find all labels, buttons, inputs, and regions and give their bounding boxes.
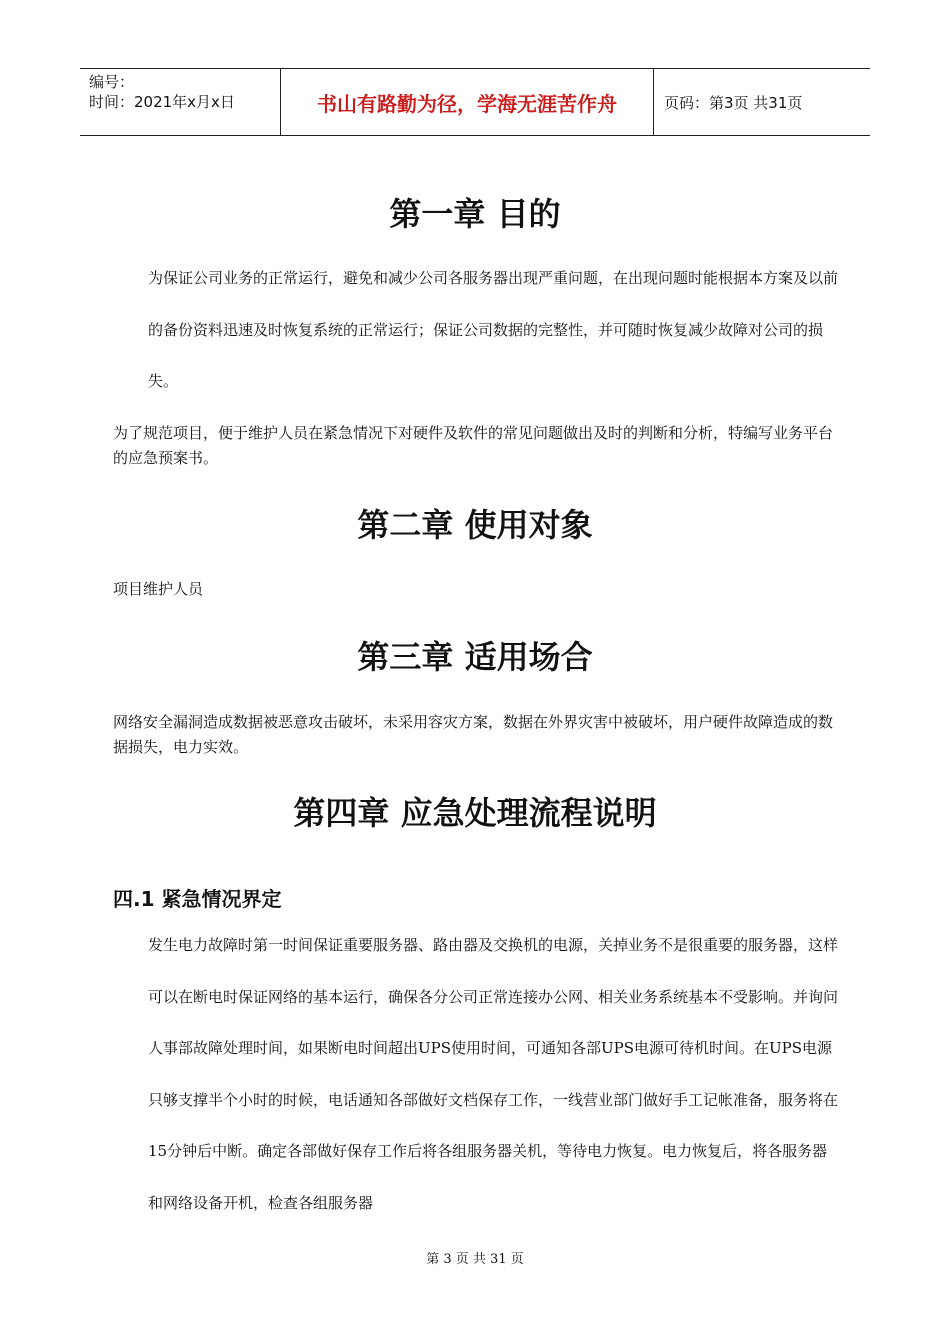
date-label: 时间：2021年x月x日 [89, 93, 235, 111]
chapter-1-paragraph-2: 为了规范项目，便于维护人员在紧急情况下对硬件及软件的常见问题做出及时的判断和分析，特编写业务平台的应急预案书。 [113, 424, 834, 467]
chapter-3-paragraph: 网络安全漏洞造成数据被恶意攻击破坏，未采用容灾方案，数据在外界灾害中被破坏，用户硬件故障造成的数据损失，电力实效。 [113, 713, 834, 756]
section-4-1-title: 四.1 紧急情况界定 [113, 887, 282, 911]
page-header [80, 68, 870, 136]
chapter-3-title: 第三章 适用场合 [357, 638, 593, 676]
chapter-2-paragraph: 项目维护人员 [113, 580, 204, 598]
chapter-2-title: 第二章 使用对象 [357, 506, 593, 544]
section-4-1-paragraph: 发生电力故障时第一时间保证重要服务器、路由器及交换机的电源，关掉业务不是很重要的服务器，这样可以在断电时保证网络的基本运行，确保各分公司正常连接办公网、相关业务系统基本不受影响。并询问人事部故障处理时间，如果断电时间超出UPS使用时间，可通知各部UPS电源可待机时间。在UPS电源只够支撑半个小时的时候，电话通知各部做好文档保存工作，一线营业部门做好手工记帐准备，服务将在15分钟后中断。确定各部做好保存工作后将各组服务器关机，等待电力恢复。电力恢复后，将各服务器和网络设备开机，检查各组服务器 [148, 936, 839, 1212]
serial-number-label: 编号： [89, 73, 135, 91]
header-page-number: 页码：第3页 共31页 [664, 93, 803, 112]
header-meta [80, 69, 281, 135]
header-motto: 书山有路勤为径，学海无涯苦作舟 [281, 69, 654, 135]
chapter-1-title: 第一章 目的 [389, 195, 561, 233]
chapter-1-paragraph-1: 为保证公司业务的正常运行，避免和减少公司各服务器出现严重问题，在出现问题时能根据本方案及以前的备份资料迅速及时恢复系统的正常运行；保证公司数据的完整性，并可随时恢复减少故障对公司的损失。 [148, 269, 839, 390]
chapter-4-title: 第四章 应急处理流程说明 [293, 794, 657, 832]
page-footer: 第 3 页 共 31 页 [426, 1252, 524, 1267]
